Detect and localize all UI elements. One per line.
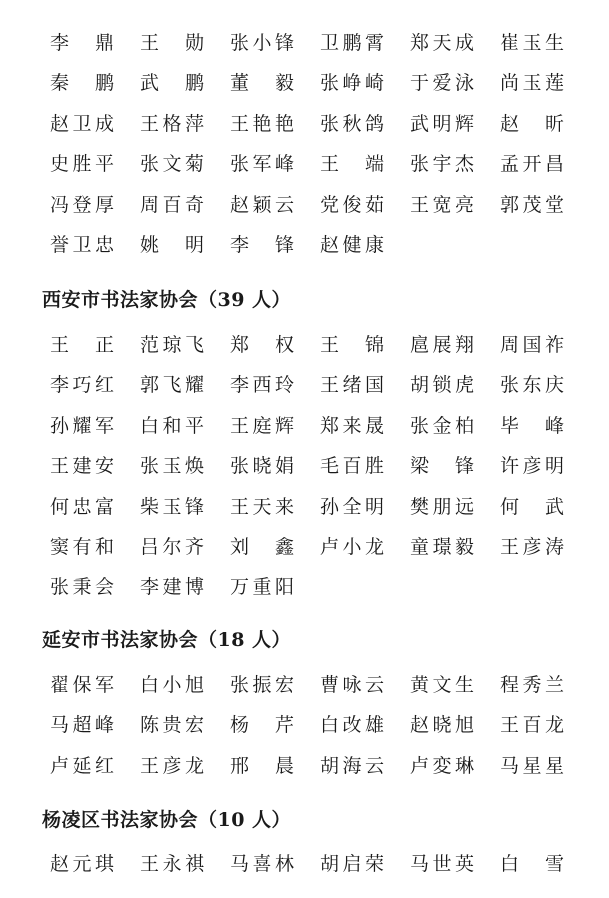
member-name: 柴 玉 锋	[140, 496, 204, 518]
member-name: 周 国 祚	[500, 334, 564, 356]
member-name: 王 格 萍	[140, 113, 204, 135]
member-name: 童 璟 毅	[410, 536, 474, 558]
member-name: 马 喜 林	[230, 853, 294, 875]
name-row	[0, 710, 609, 740]
member-name: 窦 有 和	[50, 536, 114, 558]
member-name: 张 金 柏	[410, 415, 474, 437]
member-name: 王 建 安	[50, 455, 114, 477]
member-name: 誉 卫 忠	[50, 234, 114, 256]
member-name: 胡 锁 虎	[410, 374, 474, 396]
member-name: 赵 卫 成	[50, 113, 114, 135]
member-name: 王 艳 艳	[230, 113, 294, 135]
member-name: 王 宽 亮	[410, 194, 474, 216]
member-name: 郑 来 晟	[320, 415, 384, 437]
member-name: 郭 飞 耀	[140, 374, 204, 396]
name-row	[0, 492, 609, 522]
member-name: 曹 咏 云	[320, 674, 384, 696]
member-name: 李 巧 红	[50, 374, 114, 396]
member-name: 翟 保 军	[50, 674, 114, 696]
name-row	[0, 670, 609, 700]
section-title: 延安市书法家协会（18 人）	[42, 629, 292, 651]
member-name: 王 天 来	[230, 496, 294, 518]
name-row	[0, 149, 609, 179]
member-name: 樊 朋 远	[410, 496, 474, 518]
name-row	[0, 572, 609, 602]
member-name: 卢 延 红	[50, 755, 114, 777]
member-name: 张 秋 鸽	[320, 113, 384, 135]
member-name: 张 玉 焕	[140, 455, 204, 477]
member-name: 冯 登 厚	[50, 194, 114, 216]
member-name: 武 鹏	[140, 72, 204, 94]
member-name: 张 振 宏	[230, 674, 294, 696]
member-name: 黄 文 生	[410, 674, 474, 696]
member-name: 程 秀 兰	[500, 674, 564, 696]
member-name: 扈 展 翔	[410, 334, 474, 356]
name-row	[0, 532, 609, 562]
member-name: 胡 海 云	[320, 755, 384, 777]
member-name: 孙 耀 军	[50, 415, 114, 437]
member-name: 秦 鹏	[50, 72, 114, 94]
member-name: 何 武	[500, 496, 564, 518]
member-name: 郑 权	[230, 334, 294, 356]
member-name: 白 和 平	[140, 415, 204, 437]
name-row	[0, 411, 609, 441]
name-row	[0, 230, 609, 260]
name-row	[0, 451, 609, 481]
member-name: 王 百 龙	[500, 714, 564, 736]
member-name: 王 端	[320, 153, 384, 175]
member-name: 赵 昕	[500, 113, 564, 135]
member-name: 何 忠 富	[50, 496, 114, 518]
member-name: 尚 玉 莲	[500, 72, 564, 94]
member-name: 马 超 峰	[50, 714, 114, 736]
member-name: 崔 玉 生	[500, 32, 564, 54]
member-name: 杨 芹	[230, 714, 294, 736]
member-name: 万 重 阳	[230, 576, 294, 598]
member-name: 王 彦 龙	[140, 755, 204, 777]
name-row	[0, 751, 609, 781]
member-name: 姚 明	[140, 234, 204, 256]
member-name: 张 晓 娟	[230, 455, 294, 477]
member-name: 王 锦	[320, 334, 384, 356]
member-name: 张 东 庆	[500, 374, 564, 396]
member-name: 吕 尔 齐	[140, 536, 204, 558]
name-row	[0, 190, 609, 220]
member-name: 李 西 玲	[230, 374, 294, 396]
member-name: 郑 天 成	[410, 32, 474, 54]
member-name: 李 鼎	[50, 32, 114, 54]
name-row	[0, 28, 609, 58]
member-name: 孟 开 昌	[500, 153, 564, 175]
member-name: 赵 健 康	[320, 234, 384, 256]
member-name: 白 改 雄	[320, 714, 384, 736]
member-name: 赵 元 琪	[50, 853, 114, 875]
member-name: 卢 小 龙	[320, 536, 384, 558]
member-name: 白 雪	[500, 853, 564, 875]
member-name: 张 宇 杰	[410, 153, 474, 175]
member-name: 刘 鑫	[230, 536, 294, 558]
member-name: 王 永 祺	[140, 853, 204, 875]
member-name: 李 建 博	[140, 576, 204, 598]
member-name: 邢 晨	[230, 755, 294, 777]
member-name: 张 文 菊	[140, 153, 204, 175]
section-title: 杨凌区书法家协会（10 人）	[42, 809, 292, 831]
member-name: 王 勋	[140, 32, 204, 54]
member-name: 张 军 峰	[230, 153, 294, 175]
member-name: 许 彦 明	[500, 455, 564, 477]
member-name: 卢 変 琳	[410, 755, 474, 777]
member-name: 卫 鹏 霄	[320, 32, 384, 54]
member-name: 党 俊 茹	[320, 194, 384, 216]
member-name: 范 琼 飞	[140, 334, 204, 356]
member-name: 胡 启 荣	[320, 853, 384, 875]
member-name: 陈 贵 宏	[140, 714, 204, 736]
member-name: 孙 全 明	[320, 496, 384, 518]
member-name: 郭 茂 堂	[500, 194, 564, 216]
member-name: 梁 锋	[410, 455, 474, 477]
member-name: 王 彦 涛	[500, 536, 564, 558]
member-name: 毛 百 胜	[320, 455, 384, 477]
name-row	[0, 330, 609, 360]
member-name: 马 星 星	[500, 755, 564, 777]
member-name: 武 明 辉	[410, 113, 474, 135]
name-row	[0, 370, 609, 400]
member-name: 周 百 奇	[140, 194, 204, 216]
name-row	[0, 109, 609, 139]
section-title: 西安市书法家协会（39 人）	[42, 289, 292, 311]
member-name: 赵 晓 旭	[410, 714, 474, 736]
member-name: 董 毅	[230, 72, 294, 94]
member-name: 毕 峰	[500, 415, 564, 437]
member-name: 王 正	[50, 334, 114, 356]
member-name: 张 秉 会	[50, 576, 114, 598]
member-name: 史 胜 平	[50, 153, 114, 175]
member-name: 于 爱 泳	[410, 72, 474, 94]
member-name: 马 世 英	[410, 853, 474, 875]
member-name: 白 小 旭	[140, 674, 204, 696]
member-name: 张 小 锋	[230, 32, 294, 54]
name-row	[0, 68, 609, 98]
member-name: 赵 颖 云	[230, 194, 294, 216]
name-row	[0, 849, 609, 879]
member-name: 王 庭 辉	[230, 415, 294, 437]
member-name: 王 绪 国	[320, 374, 384, 396]
member-name: 张 峥 崎	[320, 72, 384, 94]
member-name: 李 锋	[230, 234, 294, 256]
